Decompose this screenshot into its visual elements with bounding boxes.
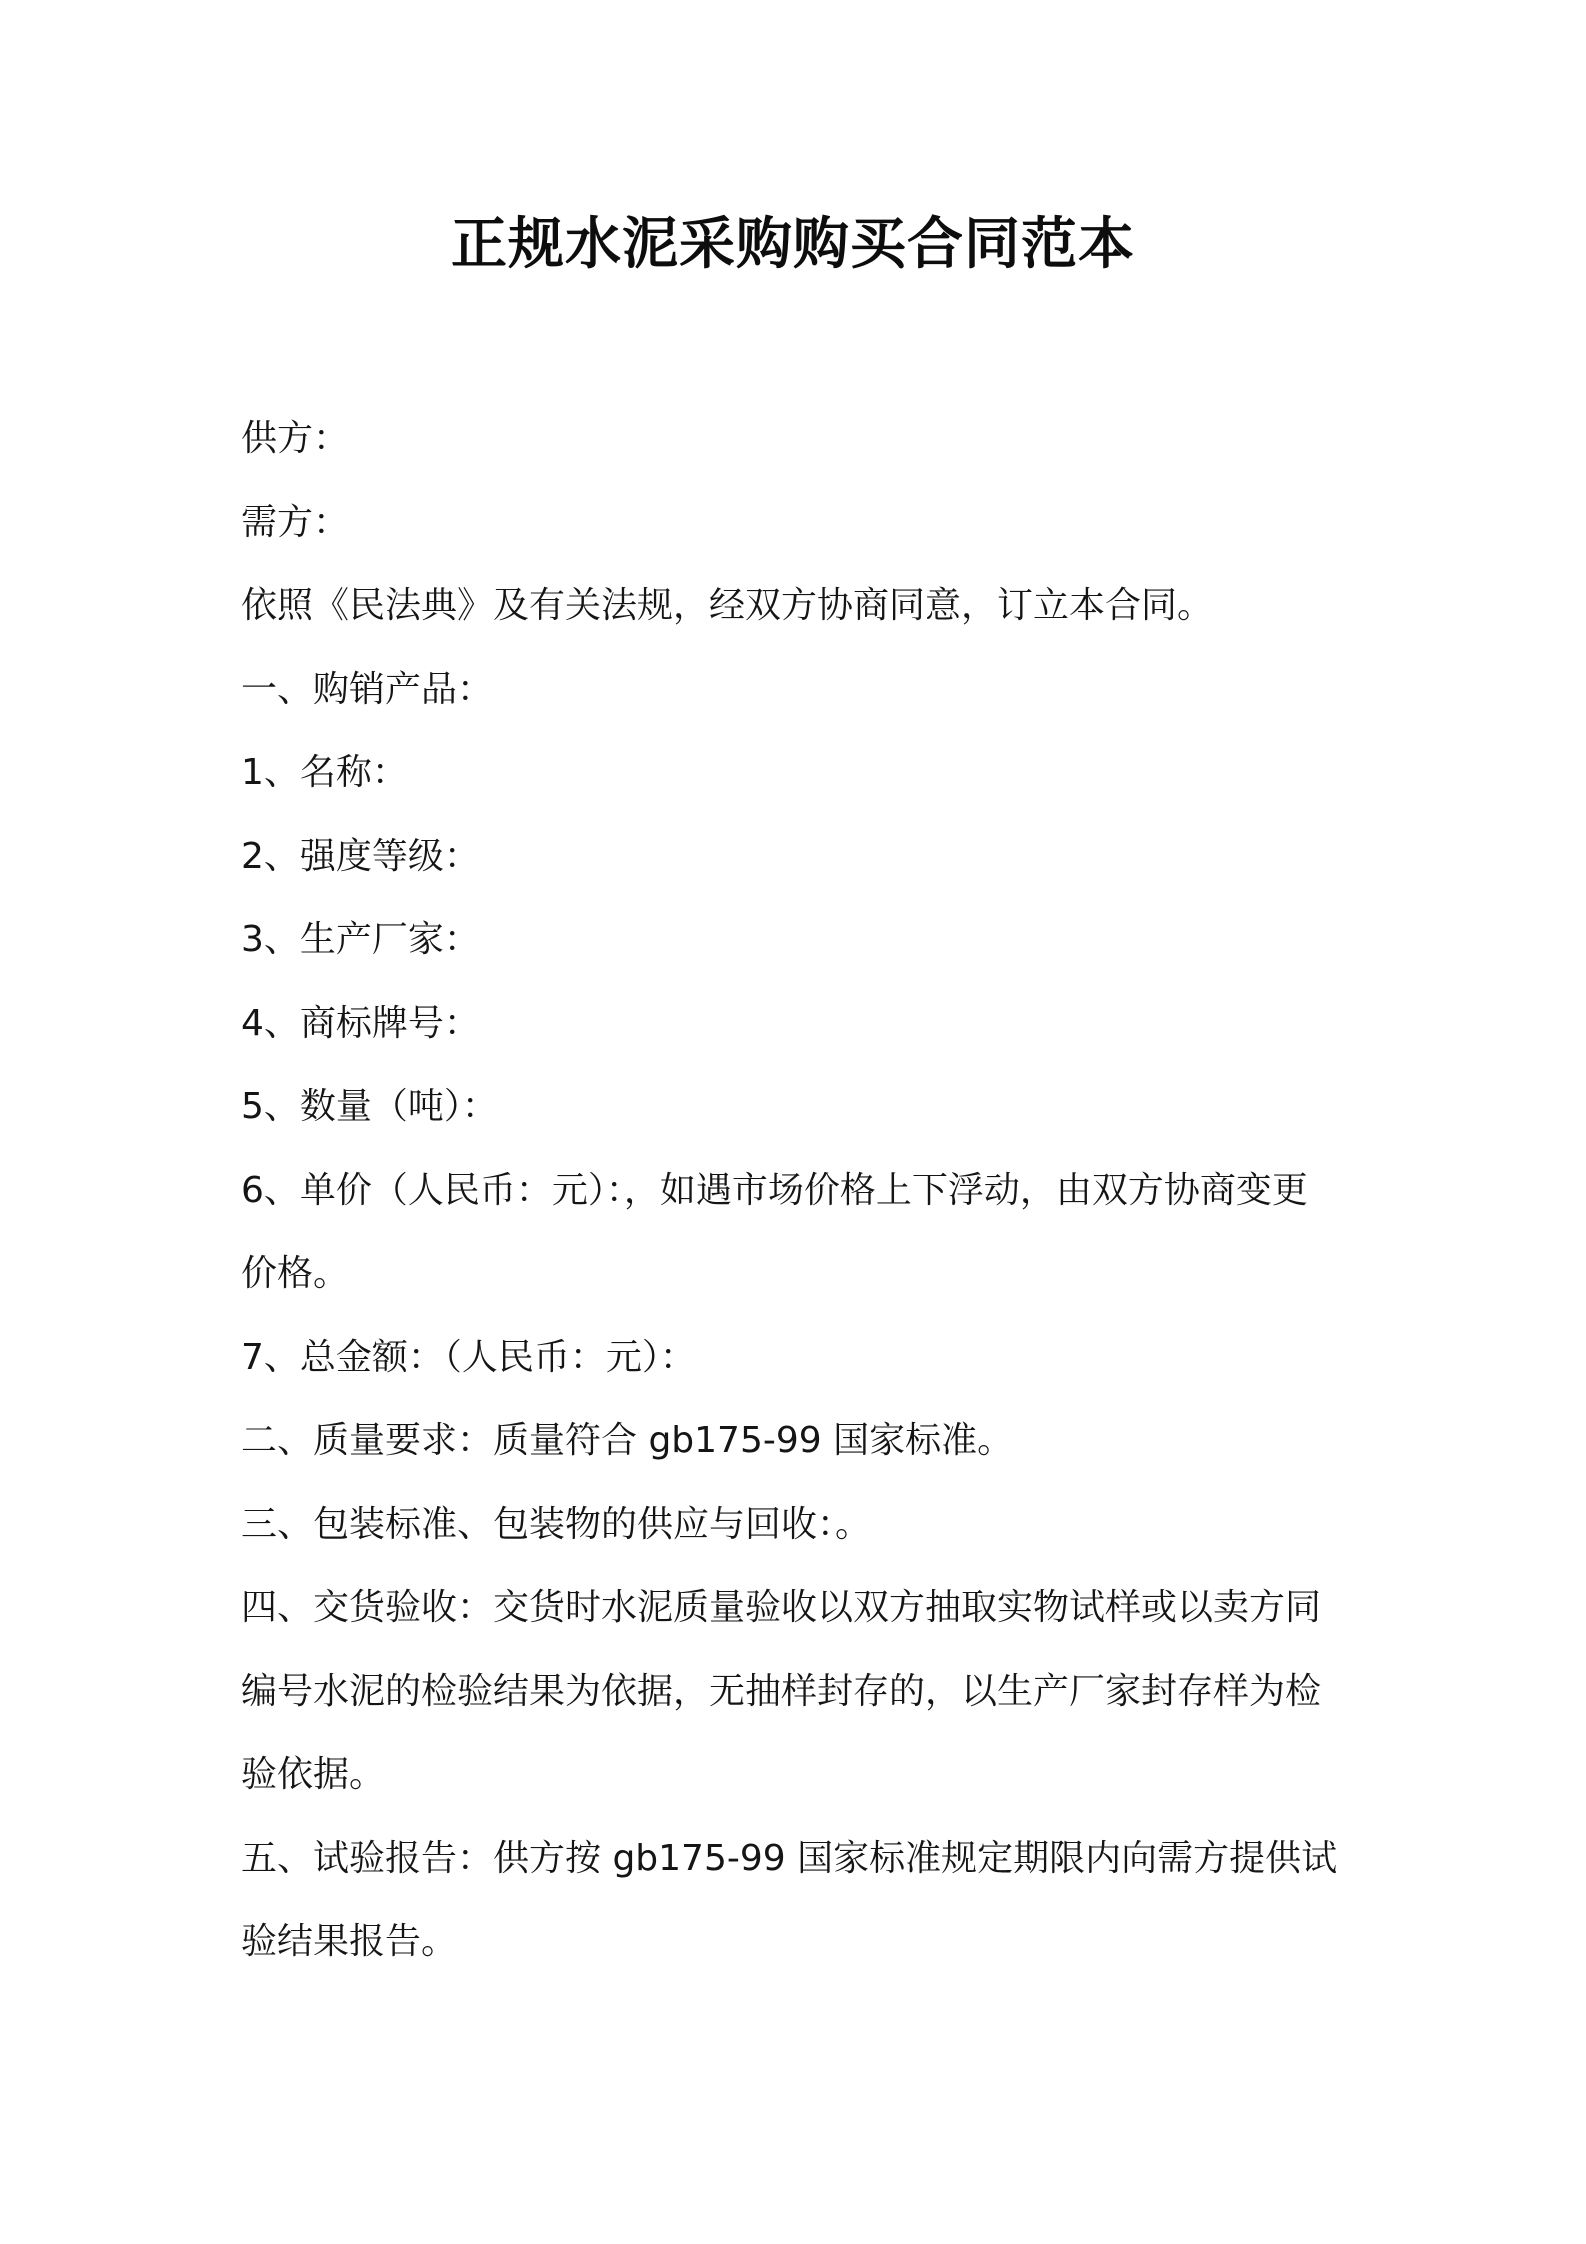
item-4-brand: 4、商标牌号：: [241, 1002, 480, 1044]
item-6-line-2: 价格。: [241, 1253, 350, 1294]
document-title: 正规水泥采购购买合同范本: [451, 212, 1135, 277]
section-5-line-1: 五、试验报告：供方按 gb175-99 国家标准规定期限内向需方提供试: [241, 1837, 1338, 1879]
section-4-line-1: 四、交货验收：交货时水泥质量验收以双方抽取实物试样或以卖方同: [241, 1587, 1322, 1628]
item-1-name: 1、名称：: [241, 752, 408, 793]
section-5-test-report: [241, 1817, 1351, 1984]
section-3-packaging: 三、包装标准、包装物的供应与回收：。: [241, 1503, 872, 1545]
section-2-quality: 二、质量要求：质量符合 gb175-99 国家标准。: [241, 1420, 1014, 1461]
item-3-manufacturer: 3、生产厂家：: [241, 919, 480, 960]
document-body: [241, 397, 1351, 1984]
buyer-line: 需方：: [241, 501, 350, 543]
section-1-heading: 一、购销产品：: [241, 668, 494, 710]
section-4-line-3: 验依据。: [241, 1754, 386, 1795]
section-4-delivery-acceptance: [241, 1566, 1351, 1817]
section-5-line-2: 验结果报告。: [241, 1921, 458, 1962]
item-6-line-1: 6、单价（人民币：元）：，如遇市场价格上下浮动，由双方协商变更: [241, 1169, 1308, 1211]
intro-paragraph: 依照《民法典》及有关法规，经双方协商同意，订立本合同。: [241, 585, 1214, 626]
item-5-quantity: 5、数量（吨）：: [241, 1086, 498, 1127]
item-7-total-amount: 7、总金额：（人民币：元）：: [241, 1336, 696, 1378]
item-2-strength-grade: 2、强度等级：: [241, 835, 480, 877]
supplier-line: 供方：: [241, 418, 350, 459]
item-6-unit-price: [241, 1149, 1351, 1316]
section-4-line-2: 编号水泥的检验结果为依据，无抽样封存的，以生产厂家封存样为检: [241, 1670, 1322, 1712]
